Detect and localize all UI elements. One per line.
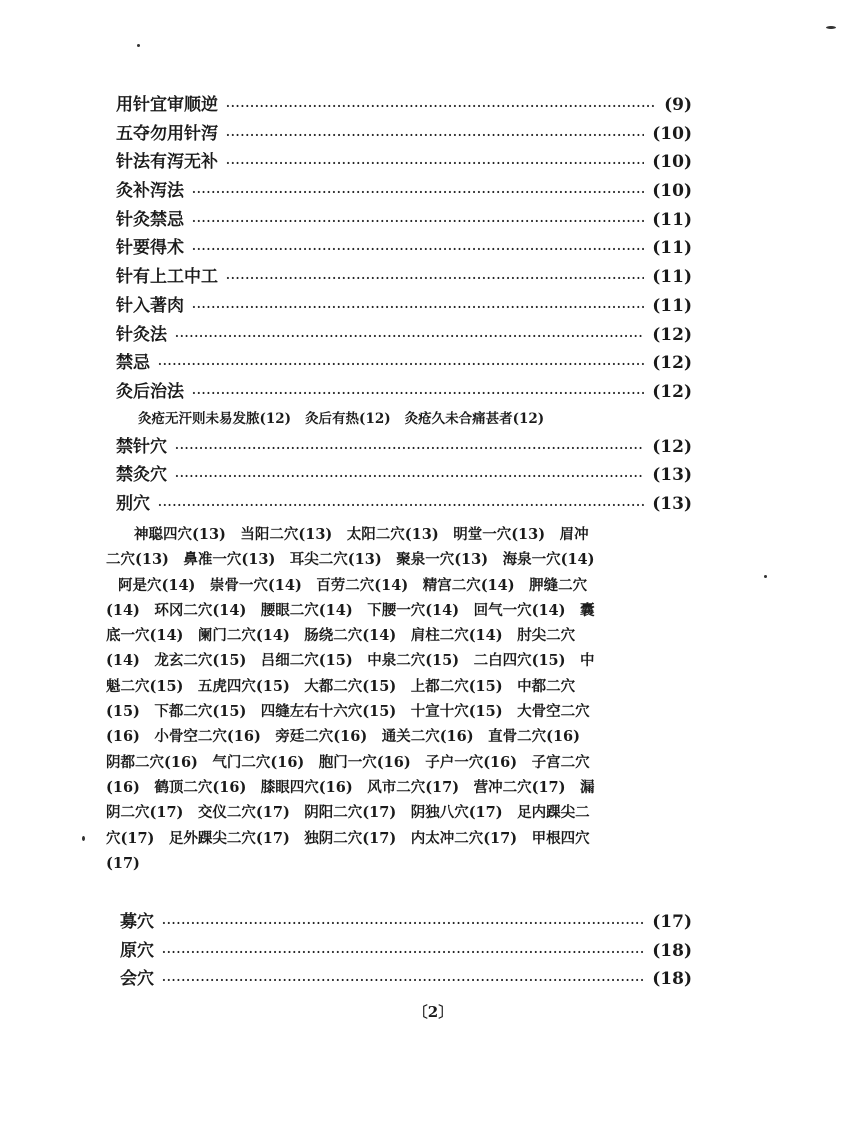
toc-entry-page: (9) [664,95,692,115]
toc-entry[interactable] [116,936,692,965]
toc-entry[interactable] [116,460,692,489]
dot-leader [192,243,644,256]
toc-entry[interactable] [116,432,692,461]
toc-entry-page: (11) [652,238,692,259]
dot-leader [162,974,644,987]
toc-entry-title: 针灸法 [116,324,167,345]
page-number: 〔2〕 [412,1003,454,1021]
para-line: (14) 环冈二穴(14) 腰眼二穴(14) 下腰一穴(14) 回气一穴(14) 囊 [106,601,595,619]
dot-leader [226,129,644,142]
toc-entry-title: 针要得术 [116,238,184,259]
dot-leader [162,917,644,930]
scan-speck [137,44,140,47]
toc-entry-page: (11) [652,209,692,230]
scan-speck [764,575,767,578]
toc-entry[interactable] [116,119,692,148]
toc-entry-title: 禁针穴 [116,436,167,457]
toc-entry[interactable] [116,291,692,320]
toc-entry-page: (13) [652,465,692,486]
dot-leader [175,442,644,455]
toc-entry-page: (18) [652,940,692,961]
toc-entry-page: (12) [652,353,692,374]
para-line: 阴都二穴(16) 气门二穴(16) 胞门一穴(16) 子户一穴(16) 子宫二穴 [106,753,590,771]
dot-leader [158,499,644,512]
toc-entry[interactable] [116,964,692,993]
para-line: (16) 小骨空二穴(16) 旁廷二穴(16) 通关二穴(16) 直骨二穴(16) [106,728,580,746]
toc-sub-item[interactable]: 灸疮久未合痛甚者(12) [404,410,545,427]
toc-entry-page: (17) [652,912,692,932]
toc-entry-title: 针有上工中工 [116,267,218,288]
toc-entry[interactable] [116,147,692,176]
para-line: 底一穴(14) 阑门二穴(14) 肠绕二穴(14) 肩柱二穴(14) 肘尖二穴 [106,627,576,645]
toc-entry-title: 灸后治法 [116,381,184,402]
dot-leader [162,946,644,959]
toc-entry-title: 禁忌 [116,353,150,374]
dot-leader [192,387,644,400]
toc-sub-items [116,406,692,432]
table-of-contents [116,90,692,518]
toc-entry-title: 会穴 [120,969,154,990]
dot-leader [175,330,644,343]
para-line: (16) 鹤顶二穴(16) 膝眼四穴(16) 风市二穴(17) 营冲二穴(17) 漏 [106,778,595,796]
dot-leader [226,272,644,285]
toc-entry-title: 针入著肉 [116,295,184,316]
toc-entry-title: 针灸禁忌 [116,209,184,230]
dot-leader [226,100,656,113]
toc-entry-title: 五夺勿用针泻 [116,123,218,144]
para-line: 神聪四穴(13) 当阳二穴(13) 太阳二穴(13) 明堂一穴(13) 眉冲 [134,526,589,543]
dot-leader [175,470,644,483]
toc-entry-title: 禁灸穴 [116,465,167,486]
toc-entry[interactable] [116,205,692,234]
dot-leader [192,186,644,199]
toc-entry[interactable] [116,233,692,262]
toc-entry[interactable] [116,489,692,518]
toc-entry[interactable] [116,907,692,936]
toc-entry-title: 针法有泻无补 [116,152,218,173]
para-line: (15) 下都二穴(15) 四缝左右十六穴(15) 十宣十穴(15) 大骨空二穴 [106,703,590,721]
toc-entry-page: (10) [652,123,692,144]
toc-sub-item[interactable]: 灸后有热(12) [305,410,391,427]
para-line: 穴(17) 足外踝尖二穴(17) 独阴二穴(17) 内太冲二穴(17) 甲根四穴 [106,829,590,847]
toc-entry-page: (11) [652,295,692,316]
toc-entry[interactable] [116,320,692,349]
toc-entry[interactable] [116,176,692,205]
toc-entry-page: (11) [652,267,692,288]
para-line: 魁二穴(15) 五虎四穴(15) 大都二穴(15) 上都二穴(15) 中都二穴 [106,677,576,695]
toc-entry-page: (13) [652,493,692,514]
dot-leader [226,157,644,170]
toc-entry-page: (12) [652,381,692,402]
toc-entry[interactable] [116,90,692,119]
toc-entry-page: (12) [652,436,692,457]
dot-leader [192,215,644,228]
para-line: (14) 龙玄二穴(15) 吕细二穴(15) 中泉二穴(15) 二白四穴(15) 中 [106,652,595,670]
toc-entry-page: (12) [652,324,692,345]
toc-entry-title: 别穴 [116,493,150,514]
para-line: 阴二穴(17) 交仪二穴(17) 阴阳二穴(17) 阴独八穴(17) 足内踝尖二 [106,804,590,822]
scan-speck [82,836,85,841]
toc-entry-title: 原穴 [120,940,154,961]
toc-entry-title: 用针宜审顺逆 [116,95,218,115]
bie-xue-paragraph [106,522,692,876]
para-line: 阿是穴(14) 崇骨一穴(14) 百劳二穴(14) 精宫二穴(14) 胛缝二穴 [118,576,588,594]
toc-entry[interactable] [116,262,692,291]
para-line: (17) [106,854,140,872]
toc-entry-page: (10) [652,181,692,202]
toc-entry-page: (10) [652,152,692,173]
toc-entry-title: 灸补泻法 [116,181,184,202]
dot-leader [158,358,644,371]
toc-sub-item[interactable]: 灸疮无汗则未易发脓(12) [138,410,292,427]
toc-entry[interactable] [116,348,692,377]
toc-entry-title: 募穴 [120,912,154,932]
table-of-contents-continued [116,907,692,993]
toc-entry[interactable] [116,377,692,406]
toc-entry-page: (18) [652,969,692,990]
scan-speck [826,26,836,29]
dot-leader [192,301,644,314]
para-line: 二穴(13) 鼻准一穴(13) 耳尖二穴(13) 聚泉一穴(13) 海泉一穴(14) [106,551,595,569]
